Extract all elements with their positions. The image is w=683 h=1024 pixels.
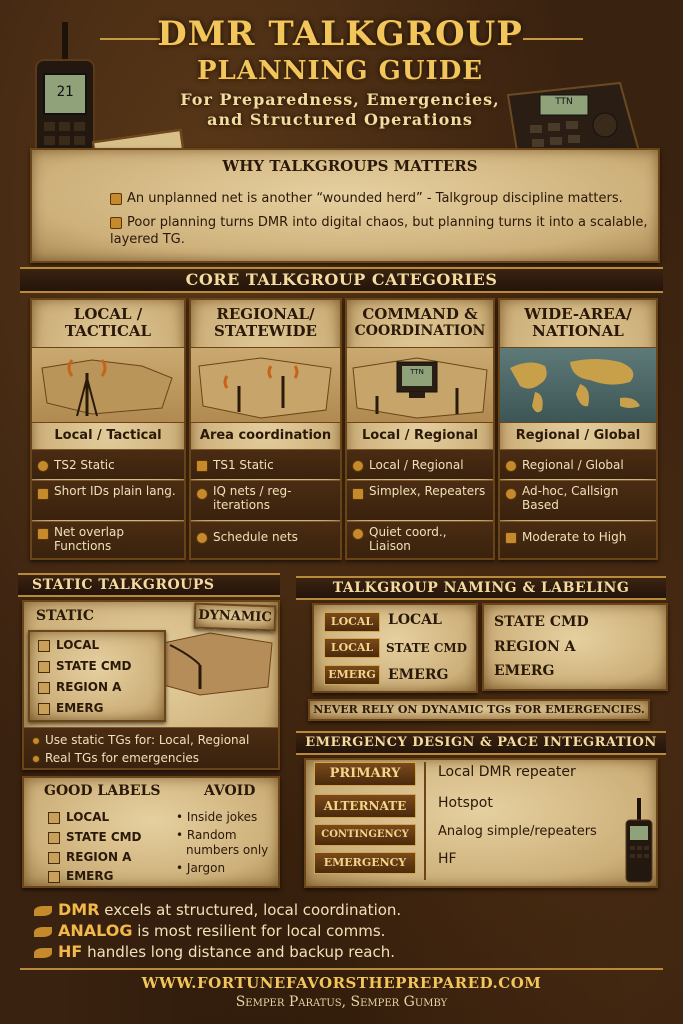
clock-icon <box>196 532 208 544</box>
dollar-icon <box>196 488 208 500</box>
tg-label-name: LOCAL <box>388 612 442 628</box>
category-title-line2: COORDINATION <box>354 323 486 339</box>
checkbox-icon <box>38 703 50 715</box>
tg-label-name: EMERG <box>388 667 449 683</box>
globe-icon <box>505 460 517 472</box>
checkbox-icon <box>38 682 50 694</box>
category-scope: Local / Regional <box>362 428 478 443</box>
pace-method: Analog simple/repeaters <box>438 824 597 839</box>
avoid-heading: AVOID <box>204 783 256 799</box>
why-bullet-1: An unplanned net is another “wounded herd” - Talkgroup discipline matters. <box>110 190 660 207</box>
category-ids: IQ nets / reg-iterations <box>191 480 340 520</box>
static-tg-item: REGION A <box>38 680 121 694</box>
category-scope: Regional / Global <box>515 428 641 443</box>
radio-display: 21 <box>56 84 74 100</box>
pace-method: Hotspot <box>438 795 493 811</box>
play-icon <box>352 488 364 500</box>
naming-heading: TALKGROUP NAMING & LABELING <box>296 576 666 600</box>
website-link[interactable]: WWW.FORTUNEFAVORSTHEPREPARED.COM <box>141 974 542 992</box>
bullet-icon <box>110 193 122 205</box>
checkbox-icon <box>38 661 50 673</box>
timeslot-icon <box>37 460 49 472</box>
emergency-warning: NEVER RELY ON DYNAMIC TGs FOR EMERGENCIES. <box>308 699 650 721</box>
category-function: Quiet coord., Liaison <box>347 521 493 558</box>
naming-right-item: STATE CMD <box>494 614 589 630</box>
footer-divider <box>20 968 663 970</box>
category-title-line2: STATEWIDE <box>214 322 317 340</box>
bolt-icon <box>196 460 208 472</box>
static-map-illustration <box>150 625 278 700</box>
category-function: Net overlap Functions <box>32 521 184 558</box>
pace-tier-emergency: EMERGENCY <box>314 852 416 874</box>
category-title-line2: NATIONAL <box>532 322 624 340</box>
category-timeslot: Regional / Global <box>500 449 656 479</box>
tg-label-chip: LOCAL <box>324 638 380 658</box>
category-title: COMMAND & <box>362 305 478 323</box>
bullet-icon <box>32 737 40 745</box>
category-timeslot: TS1 Static <box>191 449 340 479</box>
avoid-item: • Jargon <box>176 861 226 875</box>
category-scope: Local / Tactical <box>54 428 162 443</box>
category-function: Moderate to High <box>500 521 656 558</box>
summary-line: HF handles long distance and backup reach. <box>34 942 395 961</box>
category-ids: Simplex, Repeaters <box>347 480 493 520</box>
tower-map-illustration <box>32 347 184 423</box>
pace-method: Local DMR repeater <box>438 764 576 780</box>
category-timeslot: TS2 Static <box>32 449 184 479</box>
good-label-item: REGION A <box>48 850 131 864</box>
footer-motto: Semper Paratus, Semper Gumby <box>235 994 448 1010</box>
static-note: Use static TGs for: Local, Regional <box>32 731 270 749</box>
checkbox-icon <box>48 871 60 883</box>
command-screen-text: TTN <box>410 368 424 376</box>
pace-divider <box>424 762 426 880</box>
flag-icon <box>37 528 49 540</box>
category-title: REGIONAL/ <box>216 305 315 323</box>
command-center-illustration <box>347 347 493 423</box>
page-subtitle: For Preparedness, Emergencies, <box>180 90 500 109</box>
pace-method: HF <box>438 851 457 867</box>
static-tab: STATIC <box>36 608 94 624</box>
static-tg-item: STATE CMD <box>38 659 132 673</box>
category-ids: Ad-hoc, Callsign Based <box>500 480 656 520</box>
good-label-item: STATE CMD <box>48 830 142 844</box>
page-title-line2: PLANNING GUIDE <box>196 56 484 86</box>
base-station-display: TTN <box>555 97 573 107</box>
good-label-item: EMERG <box>48 869 113 883</box>
page-title: DMR TALKGROUP <box>157 14 523 54</box>
checkbox-icon <box>48 812 60 824</box>
bullet-icon <box>32 755 40 763</box>
lock-icon <box>505 532 517 544</box>
why-bullet-2: Poor planning turns DMR into digital chaos, but planning turns it into a scalable, layered TG. <box>110 215 648 247</box>
pace-heading: EMERGENCY DESIGN & PACE INTEGRATION <box>296 731 666 755</box>
static-notes <box>24 727 278 768</box>
checkbox-icon <box>38 640 50 652</box>
category-title: LOCAL / <box>73 305 143 323</box>
category-title-line2: TACTICAL <box>64 322 152 340</box>
summary-line: ANALOG is most resilient for local comms. <box>34 921 385 940</box>
pace-tier-primary: PRIMARY <box>314 762 416 786</box>
x-circle-icon <box>352 460 364 472</box>
dynamic-tab: DYNAMIC <box>194 603 277 632</box>
world-map-illustration <box>500 347 656 423</box>
category-timeslot: Local / Regional <box>347 449 493 479</box>
stack-icon <box>37 488 49 500</box>
category-scope: Area coordination <box>199 428 332 443</box>
pace-tier-contingency: CONTINGENCY <box>314 824 416 846</box>
chat-bubble-icon <box>352 528 364 540</box>
avoid-list <box>176 810 278 876</box>
checkbox-icon <box>48 832 60 844</box>
handheld-radio-icon <box>624 798 654 884</box>
tg-label-name: STATE CMD <box>386 641 468 655</box>
bullet-icon <box>110 217 122 229</box>
static-heading: STATIC TALKGROUPS <box>18 573 280 597</box>
summary-line: DMR excels at structured, local coordination. <box>34 900 401 919</box>
naming-right-item: REGION A <box>494 639 576 655</box>
leaf-bullet-icon <box>34 906 52 916</box>
checkbox-icon <box>48 852 60 864</box>
tg-label-chip: LOCAL <box>324 612 380 632</box>
leaf-bullet-icon <box>34 948 52 958</box>
good-labels-heading: GOOD LABELS <box>44 783 161 799</box>
good-label-item: LOCAL <box>48 810 109 824</box>
static-note: Real TGs for emergencies <box>32 749 270 767</box>
tg-label-chip: EMERG <box>324 665 380 685</box>
avoid-item: • Inside jokes <box>176 810 258 824</box>
regional-map-illustration <box>191 347 340 423</box>
static-tg-item: LOCAL <box>38 638 99 652</box>
pace-tier-alternate: ALTERNATE <box>314 794 416 818</box>
static-tg-item: EMERG <box>38 701 103 715</box>
naming-right-item: EMERG <box>494 663 555 679</box>
page-subtitle-line2: and Structured Operations <box>207 110 473 129</box>
category-ids: Short IDs plain lang. <box>32 480 184 520</box>
why-heading: WHY TALKGROUPS MATTERS <box>222 157 478 175</box>
avoid-item: • Random numbers only <box>176 828 269 857</box>
category-function: Schedule nets <box>191 521 340 558</box>
category-title: WIDE-AREA/ <box>524 305 632 323</box>
leaf-bullet-icon <box>34 927 52 937</box>
core-heading: CORE TALKGROUP CATEGORIES <box>20 267 663 293</box>
dollar-icon <box>505 488 517 500</box>
